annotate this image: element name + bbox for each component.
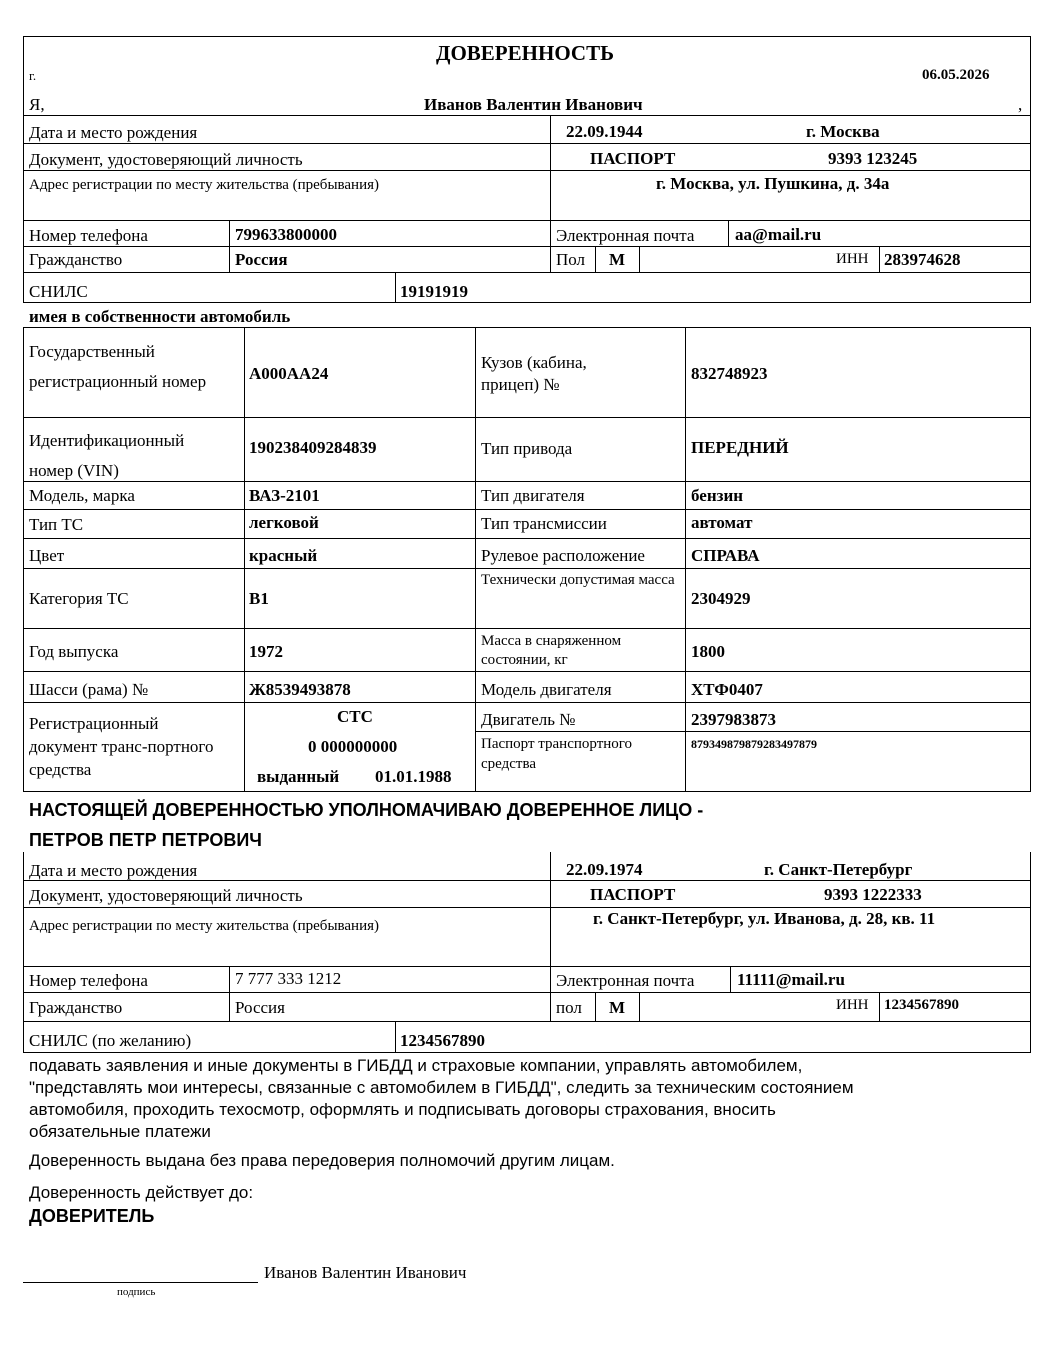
ts-type-label: Тип ТС bbox=[29, 515, 84, 534]
body-label: Кузов (кабина, прицеп) № bbox=[481, 353, 587, 394]
no-redelegation: Доверенность выдана без права передоверия полномочий другим лицам. bbox=[29, 1151, 615, 1170]
powers-line-4: обязательные платежи bbox=[29, 1122, 211, 1141]
color: красный bbox=[249, 546, 318, 565]
trustee-address: г. Санкт-Петербург, ул. Иванова, д. 28, кв. 11 bbox=[593, 909, 936, 928]
principal-inn: 283974628 bbox=[884, 250, 961, 269]
authorize-heading: НАСТОЯЩЕЙ ДОВЕРЕННОСТЬЮ УПОЛНОМАЧИВАЮ ДОВЕРЕННОЕ ЛИЦО - bbox=[29, 800, 704, 820]
principal-doc-label: Документ, удостоверяющий личность bbox=[29, 150, 303, 169]
color-label: Цвет bbox=[29, 546, 65, 565]
trustee-doc-number: 9393 1222333 bbox=[824, 885, 922, 904]
principal-sex-label: Пол bbox=[556, 250, 586, 269]
principal-address-label: Адрес регистрации по месту жительства (пребывания) bbox=[29, 177, 380, 193]
principal-citizenship: Россия bbox=[235, 250, 288, 269]
principal-doc-type: ПАСПОРТ bbox=[590, 149, 676, 168]
trustee-inn: 1234567890 bbox=[884, 997, 959, 1013]
document-title: ДОВЕРЕННОСТЬ bbox=[436, 41, 614, 65]
trustee-birth-label: Дата и место рождения bbox=[29, 861, 198, 880]
vehicle-heading: имея в собственности автомобиль bbox=[29, 307, 291, 326]
reg-num-label: Государственный регистрационный номер bbox=[29, 342, 207, 391]
trustee-citizenship: Россия bbox=[235, 998, 285, 1017]
transmission-label: Тип трансмиссии bbox=[481, 514, 607, 533]
reg-doc-issued-date: 01.01.1988 bbox=[375, 767, 452, 786]
reg-doc-type: СТС bbox=[337, 707, 373, 726]
principal-sex: М bbox=[609, 250, 626, 269]
year-label: Год выпуска bbox=[29, 642, 119, 661]
signature-line bbox=[23, 1282, 258, 1283]
trustee-birth-place: г. Санкт-Петербург bbox=[764, 860, 913, 879]
engine-model: ХТФ0407 bbox=[691, 680, 763, 699]
ts-type: легковой bbox=[249, 513, 319, 532]
engine-num-label: Двигатель № bbox=[481, 710, 576, 729]
engine-type-label: Тип двигателя bbox=[481, 486, 585, 505]
category: B1 bbox=[249, 589, 269, 608]
principal-snils: 19191919 bbox=[400, 282, 468, 301]
principal-address: г. Москва, ул. Пушкина, д. 34а bbox=[656, 174, 890, 193]
principal-citizenship-label: Гражданство bbox=[29, 250, 123, 269]
max-mass: 2304929 bbox=[691, 589, 751, 608]
reg-num: А000АА24 bbox=[249, 364, 329, 383]
model: ВАЗ-2101 bbox=[249, 486, 320, 505]
engine-type: бензин bbox=[691, 486, 744, 505]
drive-label: Тип привода bbox=[481, 439, 573, 458]
drive: ПЕРЕДНИЙ bbox=[691, 438, 789, 457]
trustee-address-label: Адрес регистрации по месту жительства (пребывания) bbox=[29, 918, 380, 934]
ya-label: Я, bbox=[29, 95, 45, 114]
principal-inn-label: ИНН bbox=[836, 251, 869, 267]
curb-mass: 1800 bbox=[691, 642, 725, 661]
powers-line-2: "представлять мои интересы, связанные с автомобилем в ГИБДД", следить за техническим состоянием bbox=[29, 1078, 854, 1097]
trustee-doc-label: Документ, удостоверяющий личность bbox=[29, 886, 303, 905]
model-label: Модель, марка bbox=[29, 486, 135, 505]
signature-caption: подпись bbox=[117, 1286, 156, 1298]
trustee-birth-date: 22.09.1974 bbox=[566, 860, 643, 879]
principal-birth-date: 22.09.1944 bbox=[566, 122, 643, 141]
principal-snils-label: СНИЛС bbox=[29, 282, 88, 301]
trustee-doc-type: ПАСПОРТ bbox=[590, 885, 676, 904]
steering-label: Рулевое расположение bbox=[481, 546, 645, 565]
trustee-snils: 1234567890 bbox=[400, 1031, 485, 1050]
chassis-label: Шасси (рама) № bbox=[29, 680, 149, 699]
trustee-name: ПЕТРОВ ПЕТР ПЕТРОВИЧ bbox=[29, 830, 262, 850]
engine-num: 2397983873 bbox=[691, 710, 776, 729]
transmission: автомат bbox=[691, 513, 753, 532]
principal-birth-place: г. Москва bbox=[806, 122, 880, 141]
trustee-inn-label: ИНН bbox=[836, 997, 869, 1013]
principal-doc-number: 9393 123245 bbox=[828, 149, 918, 168]
principal-email: aa@mail.ru bbox=[735, 225, 822, 244]
principal-phone: 799633800000 bbox=[235, 225, 337, 244]
powers-line-1: подавать заявления и иные документы в ГИБДД и страховые компании, управлять автомобилем, bbox=[29, 1056, 803, 1075]
signature-name: Иванов Валентин Иванович bbox=[264, 1263, 467, 1282]
pts-label: Паспорт транспортного средства bbox=[481, 736, 633, 772]
reg-doc-number: 0 000000000 bbox=[308, 737, 398, 756]
document-date: 06.05.2026 bbox=[922, 67, 990, 83]
max-mass-label: Технически допустимая масса bbox=[481, 572, 675, 588]
curb-mass-label: Масса в снаряженном состоянии, кг bbox=[481, 633, 622, 668]
city-prefix: г. bbox=[29, 68, 37, 83]
reg-doc-label: Регистрационный документ транс-портного средства bbox=[29, 714, 214, 779]
principal-email-label: Электронная почта bbox=[556, 226, 695, 245]
trustee-email: 11111@mail.ru bbox=[737, 970, 845, 989]
trustee-sex-label: пол bbox=[556, 998, 582, 1017]
category-label: Категория ТС bbox=[29, 589, 129, 608]
trustee-phone-label: Номер телефона bbox=[29, 971, 148, 990]
year: 1972 bbox=[249, 642, 283, 661]
vin-label: Идентификационный номер (VIN) bbox=[29, 431, 185, 480]
pts-number: 879349879879283497879 bbox=[691, 737, 817, 751]
trustee-sex: М bbox=[609, 998, 626, 1017]
principal-phone-label: Номер телефона bbox=[29, 226, 148, 245]
valid-until: Доверенность действует до: bbox=[29, 1183, 254, 1202]
trustee-phone: 7 777 333 1212 bbox=[235, 969, 342, 988]
chassis: Ж8539493878 bbox=[249, 680, 351, 699]
vin: 190238409284839 bbox=[249, 438, 377, 457]
steering: СПРАВА bbox=[691, 546, 760, 565]
body-number: 832748923 bbox=[691, 364, 768, 383]
reg-doc-issued-label: выданный bbox=[257, 767, 340, 786]
engine-model-label: Модель двигателя bbox=[481, 680, 612, 699]
comma: , bbox=[1018, 95, 1023, 114]
principal-birth-label: Дата и место рождения bbox=[29, 123, 198, 142]
powers-line-3: автомобиля, проходить техосмотр, оформлять и подписывать договоры страхования, вносить bbox=[29, 1100, 776, 1119]
trustee-email-label: Электронная почта bbox=[556, 971, 695, 990]
trustee-snils-label: СНИЛС (по желанию) bbox=[29, 1031, 192, 1050]
principal-heading: ДОВЕРИТЕЛЬ bbox=[29, 1206, 155, 1226]
trustee-citizenship-label: Гражданство bbox=[29, 998, 123, 1017]
principal-name: Иванов Валентин Иванович bbox=[424, 95, 643, 114]
